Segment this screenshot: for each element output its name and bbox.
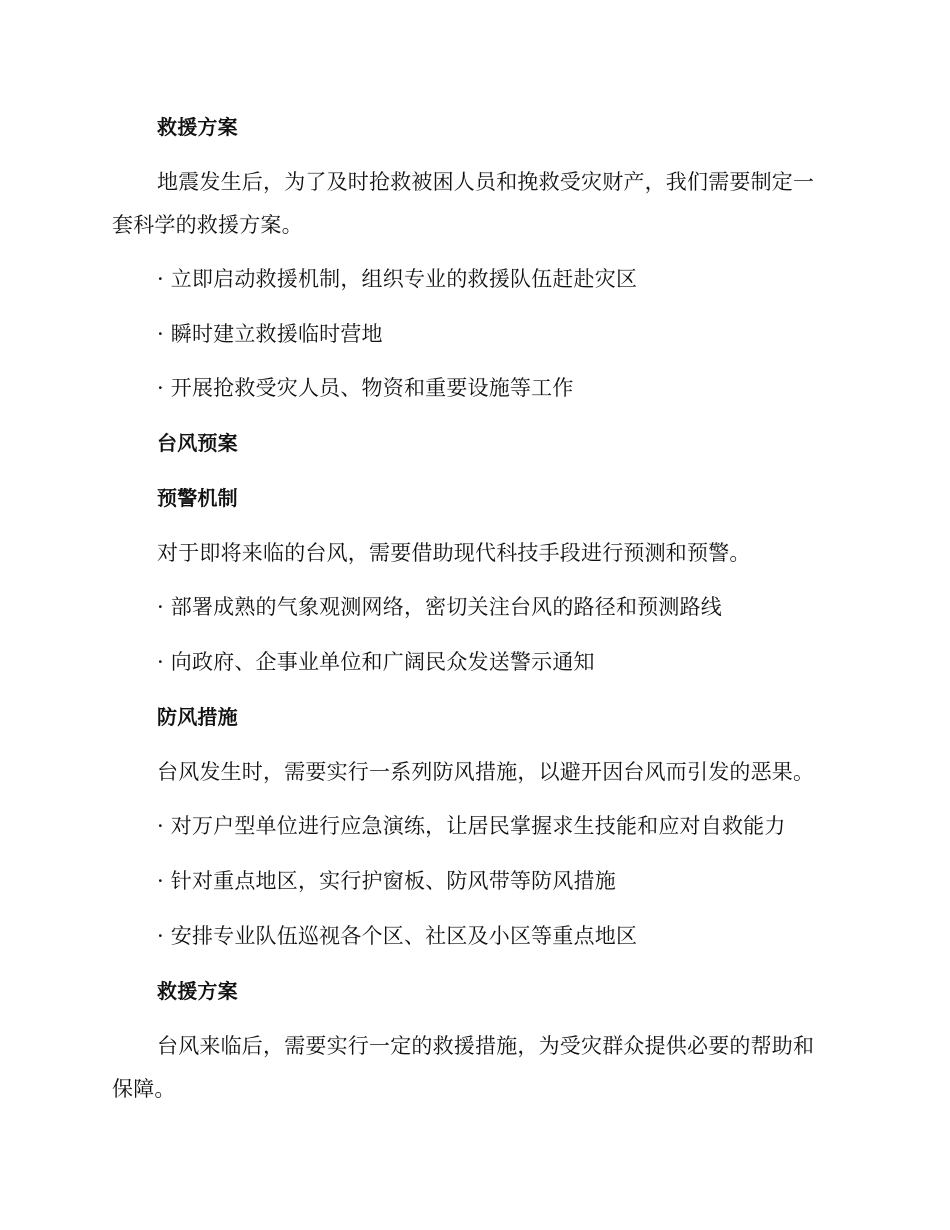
paragraph-line: 套科学的救援方案。 xyxy=(112,213,303,237)
bullet-item: · 部署成熟的气象观测网络，密切关注台风的路径和预测路线 xyxy=(157,595,722,619)
subsection-heading: 预警机制 xyxy=(157,486,238,510)
bullet-item: · 立即启动救援机制，组织专业的救援队伍赶赴灾区 xyxy=(157,267,638,291)
paragraph-line: 保障。 xyxy=(112,1077,176,1101)
section-heading: 救援方案 xyxy=(157,115,238,139)
subsection-heading: 救援方案 xyxy=(157,979,238,1003)
section-heading: 台风预案 xyxy=(157,431,238,455)
paragraph-line: 台风发生时，需要实行一系列防风措施，以避开因台风而引发的恶果。 xyxy=(157,760,815,784)
bullet-item: · 瞬时建立救援临时营地 xyxy=(157,322,383,346)
bullet-item: · 安排专业队伍巡视各个区、社区及小区等重点地区 xyxy=(157,924,638,948)
paragraph-line: 对于即将来临的台风，需要借助现代科技手段进行预测和预警。 xyxy=(157,541,751,565)
subsection-heading: 防风措施 xyxy=(157,705,238,729)
paragraph-line: 台风来临后，需要实行一定的救援措施，为受灾群众提供必要的帮助和 xyxy=(157,1034,815,1058)
bullet-item: · 对万户型单位进行应急演练，让居民掌握求生技能和应对自救能力 xyxy=(157,814,786,838)
bullet-item: · 向政府、企事业单位和广阔民众发送警示通知 xyxy=(157,650,595,674)
bullet-item: · 针对重点地区，实行护窗板、防风带等防风措施 xyxy=(157,869,616,893)
bullet-item: · 开展抢救受灾人员、物资和重要设施等工作 xyxy=(157,376,574,400)
paragraph-line: 地震发生后，为了及时抢救被困人员和挽救受灾财产，我们需要制定一 xyxy=(157,170,815,194)
